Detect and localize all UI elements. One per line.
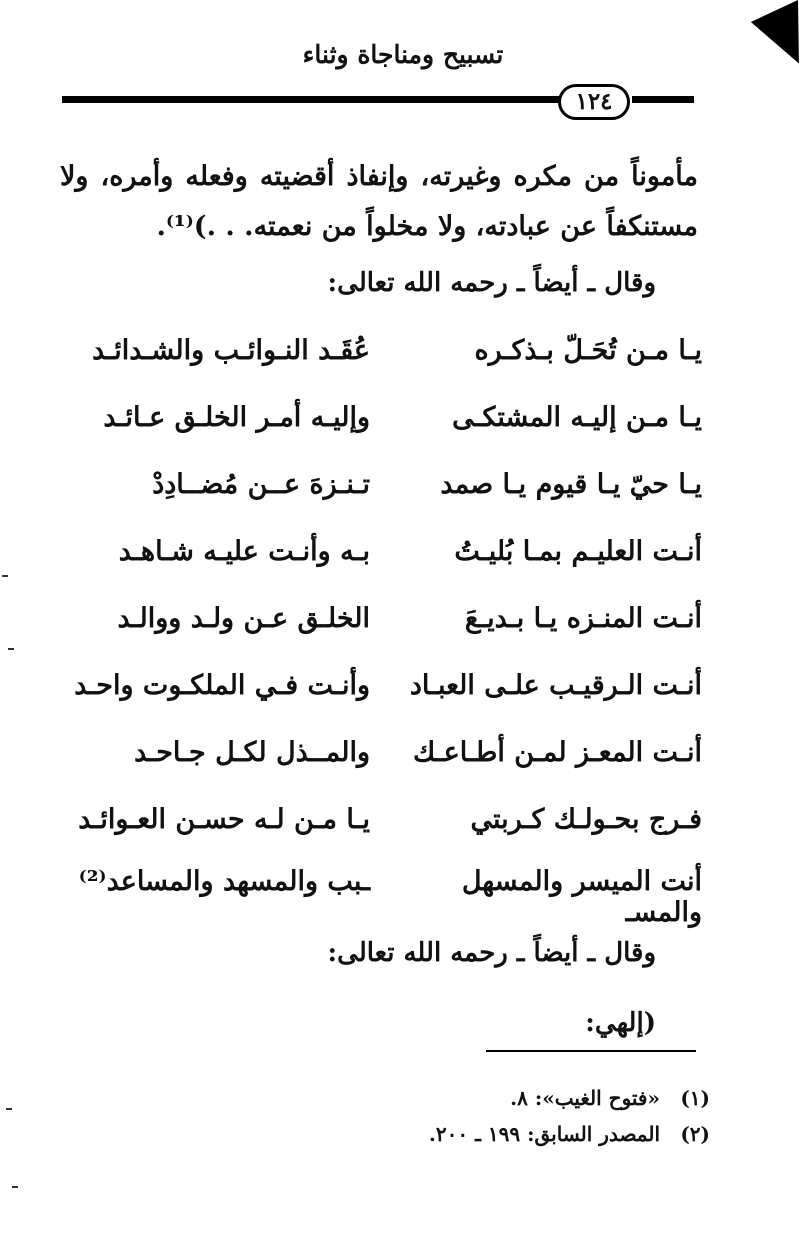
verse-line [70, 866, 702, 928]
verse-second-hemistich: ـبب والمسهد والمساعد⁽²⁾ [78, 866, 370, 897]
scan-speck [6, 1108, 12, 1110]
verse-second-hemistich: تـنـزهَ عــن مُضــادِدْ [152, 469, 370, 500]
scan-speck [2, 575, 8, 577]
verse-first-hemistich: يـا مـن إليـه المشتكـى [452, 402, 702, 433]
verse-first-hemistich: أنـت العليـم بمـا بُليـتُ [454, 536, 702, 567]
header-rule-left [62, 96, 572, 103]
verse-second-hemistich: عُقَـد النـوائـب والشـدائـد [92, 335, 370, 366]
verse-line [70, 670, 702, 710]
footnote [510, 1086, 710, 1110]
verse-second-hemistich: والمــذل لكـل جـاحـد [134, 737, 370, 768]
header-rule-right [632, 96, 694, 103]
verse-second-hemistich: الخلـق عـن ولـد ووالـد [117, 603, 370, 634]
scan-speck [12, 1186, 18, 1188]
verse-second-hemistich: وأنـت فـي الملكـوت واحـد [74, 670, 370, 701]
footnote-separator [486, 1050, 696, 1052]
verse-first-hemistich: أنـت الـرقيـب علـى العبـاد [409, 670, 702, 701]
verse-second-hemistich: يـا مـن لـه حسـن العـوائـد [78, 804, 370, 835]
running-head-title: تسبيح ومناجاة وثناء [302, 40, 504, 69]
page-number: ١٢٤ [558, 84, 630, 120]
verse-introduction: وقال ـ أيضاً ـ رحمه الله تعالى: [327, 268, 656, 298]
verse-line [70, 737, 702, 777]
prose-paragraph: مأموناً من مكره وغيرته، وإنفاذ أقضيته وفعله وأمره، ولا مستنكفاً عن عبادته، ولا مخلواً من نعمته. . .)⁽¹⁾. [60, 161, 698, 242]
verse-line [70, 402, 702, 442]
verse-line [70, 603, 702, 643]
prayer-opening: (إلهي: [585, 1008, 656, 1038]
verse-first-hemistich: يـا مـن تُحَـلّ بـذكـره [474, 335, 702, 366]
verse-first-hemistich: أنـت المعـز لمـن أطـاعـك [412, 737, 702, 768]
footnote-text: المصدر السابق: ١٩٩ ـ ٢٠٠. [428, 1122, 660, 1146]
footnote-number: (١) [680, 1086, 710, 1110]
verse-first-hemistich: أنت الميسر والمسهل والمسـ [461, 866, 702, 928]
verse-line [70, 536, 702, 576]
verse-line [70, 335, 702, 375]
verse-first-hemistich: أنـت المنـزه يـا بـديـعَ [464, 603, 702, 634]
verse-second-hemistich: وإليـه أمـر الخلـق عـائـد [103, 402, 370, 433]
verse-first-hemistich: يـا حيّ يـا قيوم يـا صمد [440, 469, 702, 500]
verse-line [70, 804, 702, 844]
verse-first-hemistich: فـرج بحـولـك كـربتي [470, 804, 702, 835]
scan-speck [8, 648, 14, 650]
footnote-number: (٢) [680, 1122, 710, 1146]
footnote [429, 1122, 710, 1146]
verse-line [70, 469, 702, 509]
verse-introduction: وقال ـ أيضاً ـ رحمه الله تعالى: [327, 938, 656, 968]
header-rule [62, 84, 694, 118]
verse-second-hemistich: بـه وأنـت عليـه شـاهـد [118, 536, 370, 567]
footnote-text: «فتوح الغيب»: ٨. [510, 1086, 660, 1110]
